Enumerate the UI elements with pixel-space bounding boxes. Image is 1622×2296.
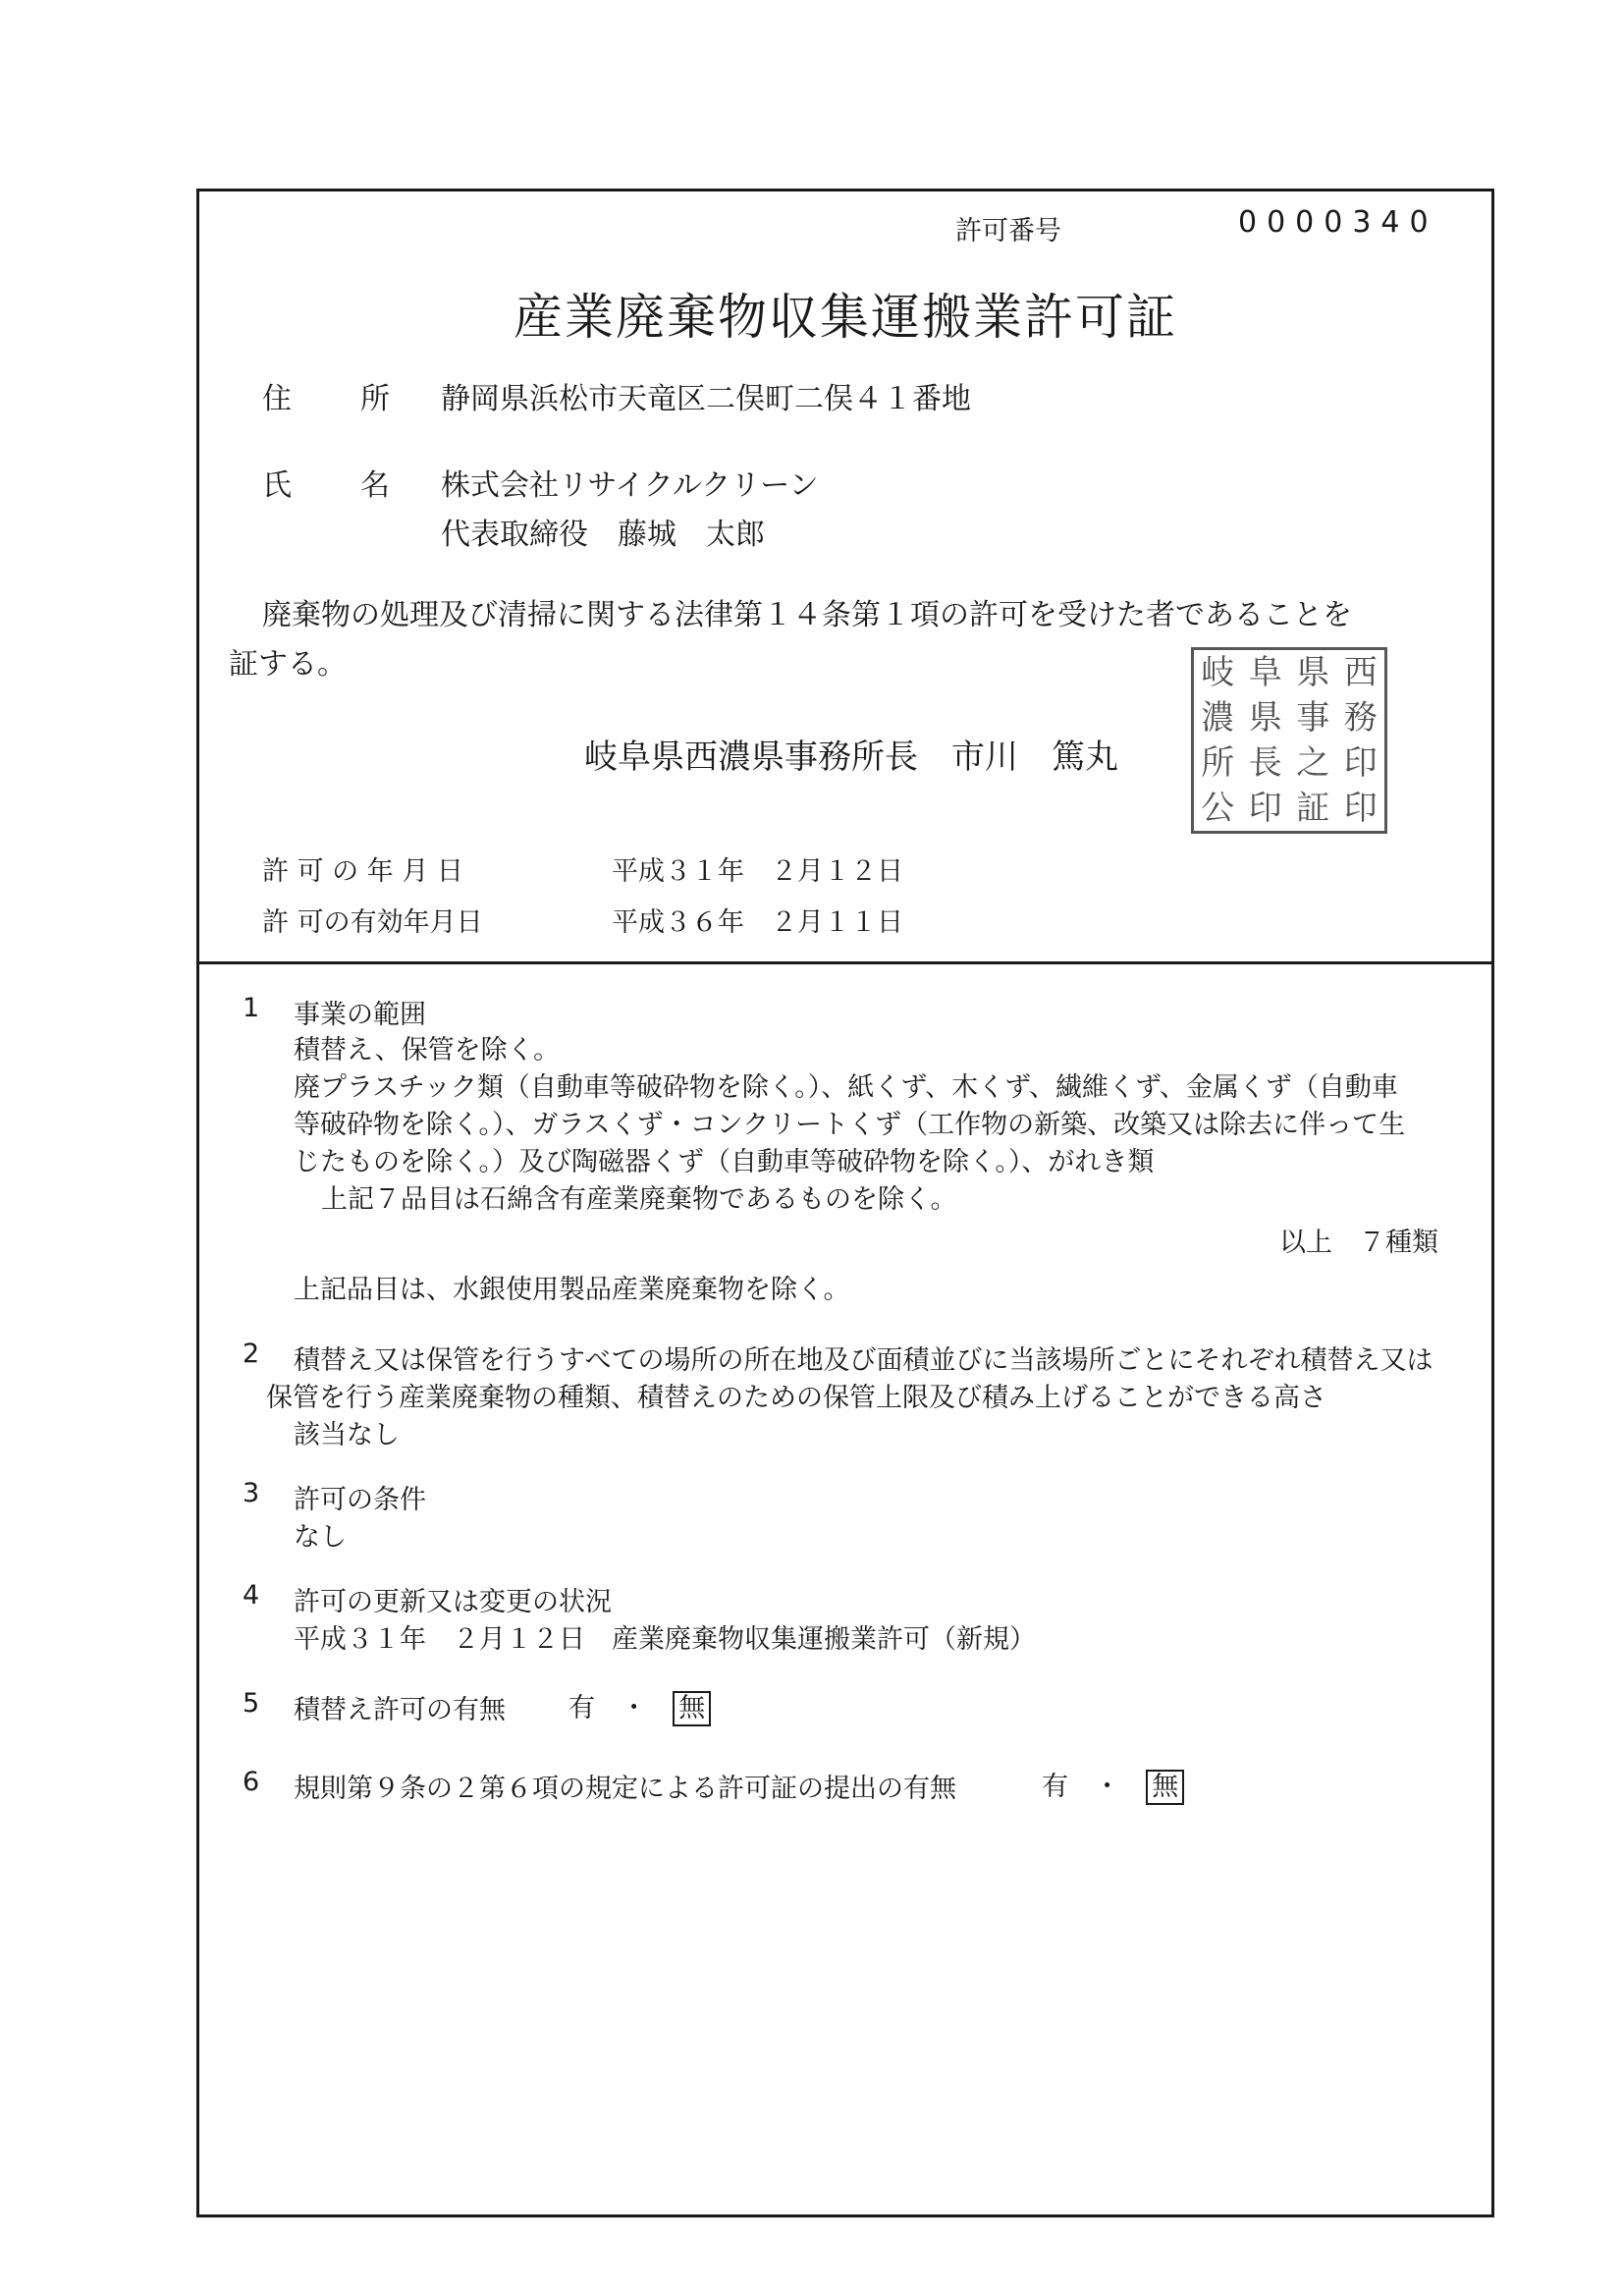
valid-date: 平成３６年 ２月１１日 [612,907,903,938]
section-3-heading: 許可の条件 [294,1485,426,1515]
section-3-value: なし [294,1522,347,1553]
section-6-separator: ・ [1094,1772,1121,1802]
name-label-1: 氏 [262,468,292,503]
section-3-number: 3 [243,1478,260,1508]
section-5-no-selected: 無 [673,1691,711,1726]
section-1-note: 上記品目は、水銀使用製品産業廃棄物を除く。 [294,1275,850,1305]
section-2-line-2: 保管を行う産業廃棄物の種類、積替えのための保管上限及び積み上げることができる高さ [266,1383,1326,1413]
section-2-line-1: 積替え又は保管を行うすべての場所の所在地及び面積並びに当該場所ごとにそれぞれ積替え又は [294,1345,1433,1376]
section-1-total: 以上 ７種類 [1279,1228,1438,1258]
section-2-value: 該当なし [294,1420,400,1450]
section-4-heading: 許可の更新又は変更の状況 [294,1587,612,1617]
address-value: 静岡県浜松市天竜区二俣町二俣４１番地 [441,382,971,416]
statement-line-2: 証する。 [229,647,347,682]
official-seal: 岐 阜 県 西 濃 県 事 務 所 長 之 印 公 印 証 印 [1191,647,1387,834]
section-5-separator: ・ [621,1693,648,1723]
section-4-number: 4 [243,1580,260,1611]
statement-line-1: 廃棄物の処理及び清掃に関する法律第１４条第１項の許可を受けた者であることを [262,598,1352,632]
section-divider [199,961,1491,964]
section-2-number: 2 [243,1339,260,1369]
section-5-yes: 有 [568,1693,595,1723]
section-1-number: 1 [243,993,260,1023]
valid-date-label: 許 可の有効年月日 [262,907,483,938]
section-1-heading: 事業の範囲 [294,1000,426,1030]
section-6-yes: 有 [1042,1772,1068,1802]
permit-certificate-frame [196,189,1494,2217]
certificate-title: 産業廃棄物収集運搬業許可証 [514,289,1177,346]
permit-number: 0000340 [1238,205,1438,240]
section-1-line-1: 積替え、保管を除く。 [294,1035,561,1066]
company-name: 株式会社リサイクルクリーン [441,468,819,503]
section-5-number: 5 [243,1688,260,1719]
section-6-no-selected: 無 [1146,1770,1184,1805]
section-5-heading: 積替え許可の有無 [294,1695,506,1725]
permit-number-label: 許可番号 [955,216,1061,246]
section-1-line-4: じたものを除く。）及び陶磁器くず（自動車等破砕物を除く。）、がれき類 [294,1147,1155,1177]
representative-name: 代表取締役 藤城 太郎 [441,518,765,552]
address-label-2: 所 [360,382,390,416]
section-1-line-5: 上記７品目は石綿含有産業廃棄物であるものを除く。 [321,1184,957,1215]
name-label-2: 名 [360,468,390,503]
section-1-line-3: 等破砕物を除く。）、ガラスくず・コンクリートくず（工作物の新築、改築又は除去に伴って生 [294,1110,1406,1140]
section-6-heading: 規則第９条の２第６項の規定による許可証の提出の有無 [294,1774,956,1804]
section-5-options [568,1686,711,1726]
permit-date: 平成３１年 ２月１２日 [612,856,903,887]
section-6-options [1042,1765,1184,1805]
section-1-line-2: 廃プラスチック類（自動車等破砕物を除く。）、紙くず、木くず、繊維くず、金属くず（自動車 [294,1072,1398,1103]
address-label-1: 住 [262,382,292,416]
issuer-name: 岐阜県西濃県事務所長 市川 篤丸 [584,738,1118,777]
permit-date-label: 許 可 の 年 月 日 [262,856,463,887]
section-6-number: 6 [243,1767,260,1797]
section-4-value: 平成３１年 ２月１２日 産業廃棄物収集運搬業許可（新規） [294,1624,1036,1655]
